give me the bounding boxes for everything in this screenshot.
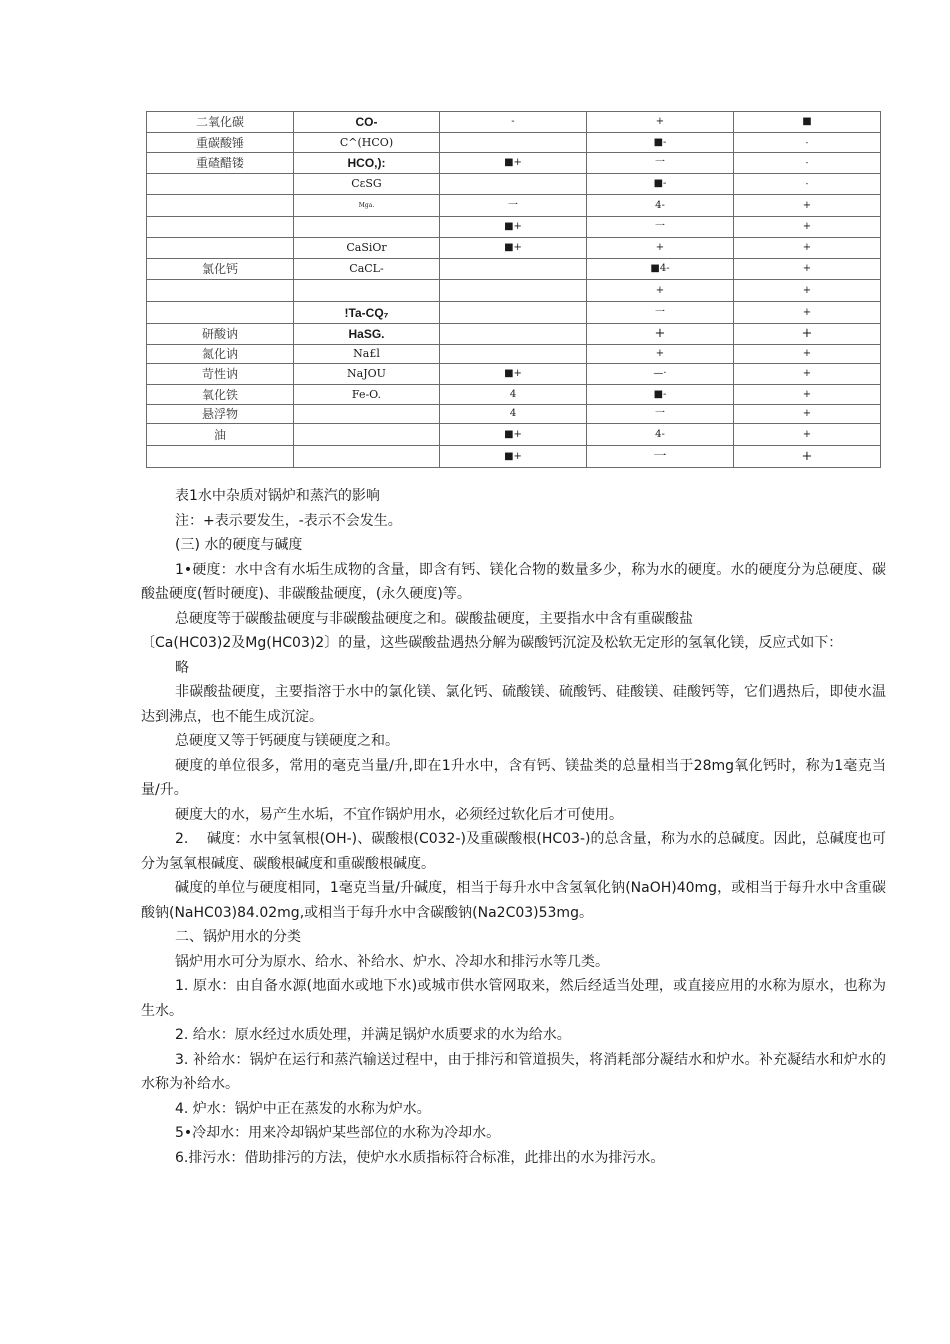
- impurity-name-cell: 苛性讷: [147, 364, 294, 385]
- effect-cell-3: -: [734, 153, 881, 174]
- impurity-name-cell: 二氧化碳: [147, 112, 294, 133]
- formula-cell: Mga.: [294, 195, 440, 217]
- table-row: [147, 153, 881, 174]
- effect-cell-2: +: [587, 238, 734, 259]
- paragraph: 总硬度又等于钙硬度与镁硬度之和。: [175, 733, 399, 749]
- paragraph: 硬度的单位很多，常用的毫克当量/升,即在1升水中，含有钙、镁盐类的总量相当于28mg氧化钙时，称为1毫克当量/升。: [141, 757, 886, 798]
- effect-cell-2: ■4-: [587, 259, 734, 280]
- table-row: [147, 405, 881, 424]
- impurity-name-cell: 氮化讷: [147, 345, 294, 364]
- impurity-table: [146, 111, 881, 468]
- impurity-name-cell: 油: [147, 424, 294, 446]
- paragraph: 表1水中杂质对锅炉和蒸汽的影响: [175, 488, 380, 504]
- paragraph: 5•冷却水：用来冷却锅炉某些部位的水称为冷却水。: [175, 1125, 501, 1141]
- impurity-table-body: [147, 112, 881, 468]
- effect-cell-3: +: [734, 259, 881, 280]
- effect-cell-2: +: [587, 280, 734, 302]
- effect-cell-1: ■+: [440, 424, 587, 446]
- effect-cell-1: ■+: [440, 217, 587, 238]
- impurity-name-cell: [147, 238, 294, 259]
- formula-cell: [294, 424, 440, 446]
- formula-cell: CaCL-: [294, 259, 440, 280]
- paragraph: 略: [175, 659, 189, 676]
- effect-cell-3: +: [734, 280, 881, 302]
- table-row: [147, 217, 881, 238]
- formula-cell: CO-: [294, 112, 440, 133]
- impurity-name-cell: [147, 302, 294, 324]
- effect-cell-1: ■+: [440, 446, 587, 468]
- effect-cell-3: -: [734, 174, 881, 195]
- formula-cell: CaSiOr: [294, 238, 440, 259]
- formula-cell: C^(HCO): [294, 133, 440, 153]
- formula-cell: !Ta-CQ₇: [294, 302, 440, 324]
- impurity-name-cell: 重碳酸锤: [147, 133, 294, 153]
- paragraph: 非碳酸盐硬度，主要指溶于水中的氯化镁、氯化钙、硫酸镁、硫酸钙、硅酸镁、硅酸钙等，它们遇热后，即使水温达到沸点，也不能生成沉淀。: [141, 684, 886, 725]
- effect-cell-3: -: [734, 133, 881, 153]
- paragraph: 总硬度等于碳酸盐硬度与非碳酸盐硬度之和。碳酸盐硬度，主要指水中含有重碳酸盐: [175, 610, 693, 627]
- effect-cell-3: +: [734, 364, 881, 385]
- effect-cell-3: +: [734, 238, 881, 259]
- formula-cell: HCO,):: [294, 153, 440, 174]
- formula-cell: CεSG: [294, 174, 440, 195]
- effect-cell-1: [440, 259, 587, 280]
- effect-cell-2: —·: [587, 364, 734, 385]
- effect-cell-3: +: [734, 195, 881, 217]
- impurity-name-cell: 氧化铁: [147, 385, 294, 405]
- effect-cell-1: ■+: [440, 238, 587, 259]
- formula-cell: Fe-O.: [294, 385, 440, 405]
- impurity-name-cell: [147, 446, 294, 468]
- effect-cell-3: +: [734, 446, 881, 468]
- impurity-name-cell: 悬浮物: [147, 405, 294, 424]
- formula-cell: [294, 446, 440, 468]
- effect-cell-2: 一: [587, 302, 734, 324]
- table-row: [147, 259, 881, 280]
- formula-cell: NaJOU: [294, 364, 440, 385]
- table-row: [147, 324, 881, 345]
- effect-cell-3: +: [734, 424, 881, 446]
- impurity-name-cell: 氯化钙: [147, 259, 294, 280]
- formula-cell: [294, 217, 440, 238]
- body-text: [141, 484, 886, 1170]
- effect-cell-1: -: [440, 112, 587, 133]
- paragraph: 3. 补给水：锅炉在运行和蒸汽输送过程中，由于排污和管道损失，将消耗部分凝结水和炉水。补充凝结水和炉水的水称为补给水。: [141, 1051, 886, 1092]
- effect-cell-1: [440, 302, 587, 324]
- paragraph: 4. 炉水：锅炉中正在蒸发的水称为炉水。: [175, 1100, 431, 1117]
- impurity-name-cell: 重碴醋镂: [147, 153, 294, 174]
- effect-cell-2: +: [587, 345, 734, 364]
- table-row: [147, 424, 881, 446]
- effect-cell-3: +: [734, 324, 881, 345]
- effect-cell-2: 一: [587, 446, 734, 468]
- table-row: [147, 112, 881, 133]
- paragraph: 碱度的单位与硬度相同，1毫克当量/升碱度，相当于每升水中含氢氧化钠(NaOH)40mg，或相当于每升水中含重碳酸钠(NaHC03)84.02mg,或相当于每升水中含碳酸钠(Na2C03)53mg。: [141, 880, 886, 921]
- paragraph: 1. 原水：由自备水源(地面水或地下水)或城市供水管网取来，然后经适当处理，或直接应用的水称为原水，也称为生水。: [141, 978, 886, 1019]
- effect-cell-2: 一: [587, 153, 734, 174]
- effect-cell-3: +: [734, 302, 881, 324]
- table-row: [147, 302, 881, 324]
- effect-cell-1: 4: [440, 405, 587, 424]
- table-row: [147, 345, 881, 364]
- effect-cell-3: +: [734, 385, 881, 405]
- effect-cell-3: ■: [734, 112, 881, 133]
- formula-cell: [294, 280, 440, 302]
- effect-cell-1: [440, 324, 587, 345]
- effect-cell-2: ■-: [587, 133, 734, 153]
- effect-cell-2: +: [587, 112, 734, 133]
- effect-cell-1: 一: [440, 195, 587, 217]
- table-row: [147, 195, 881, 217]
- table-row: [147, 238, 881, 259]
- effect-cell-2: +: [587, 324, 734, 345]
- effect-cell-2: 4-: [587, 424, 734, 446]
- formula-cell: [294, 405, 440, 424]
- effect-cell-2: 一: [587, 405, 734, 424]
- formula-cell: HaSG.: [294, 324, 440, 345]
- paragraph: 1•硬度：水中含有水垢生成物的含量，即含有钙、镁化合物的数量多少，称为水的硬度。水的硬度分为总硬度、碳酸盐硬度(暂时硬度)、非碳酸盐硬度，(永久硬度)等。: [141, 561, 886, 602]
- effect-cell-1: ■+: [440, 153, 587, 174]
- impurity-name-cell: [147, 280, 294, 302]
- table-row: [147, 385, 881, 405]
- formula-cell: Na£l: [294, 345, 440, 364]
- table-row: [147, 133, 881, 153]
- paragraph: 注：+表示要发生，-表示不会发生。: [175, 512, 402, 529]
- effect-cell-1: [440, 280, 587, 302]
- impurity-name-cell: [147, 195, 294, 217]
- table-row: [147, 364, 881, 385]
- effect-cell-1: [440, 174, 587, 195]
- paragraph: 2. 碱度：水中氢氧根(OH-)、碳酸根(C032-)及重碳酸根(HC03-)的总含量，称为水的总碱度。因此，总碱度也可分为氢氧根碱度、碳酸根碱度和重碳酸根碱度。: [141, 831, 886, 872]
- effect-cell-3: +: [734, 345, 881, 364]
- effect-cell-2: ■-: [587, 385, 734, 405]
- effect-cell-2: 一: [587, 217, 734, 238]
- paragraph: 〔Ca(HC03)2及Mg(HC03)2〕的量，这些碳酸盐遇热分解为碳酸钙沉淀及松软无定形的氢氧化镁，反应式如下：: [141, 635, 843, 651]
- table-row: [147, 446, 881, 468]
- effect-cell-1: 4: [440, 385, 587, 405]
- impurity-name-cell: [147, 217, 294, 238]
- effect-cell-3: +: [734, 217, 881, 238]
- effect-cell-3: +: [734, 405, 881, 424]
- paragraph: 硬度大的水，易产生水垢，不宜作锅炉用水，必须经过软化后才可使用。: [175, 806, 623, 823]
- paragraph: 锅炉用水可分为原水、给水、补给水、炉水、冷却水和排污水等几类。: [175, 953, 609, 970]
- table-row: [147, 174, 881, 195]
- effect-cell-1: ■+: [440, 364, 587, 385]
- paragraph: (三) 水的硬度与碱度: [175, 537, 303, 553]
- effect-cell-1: [440, 345, 587, 364]
- effect-cell-1: [440, 133, 587, 153]
- paragraph: 6.排污水：借助排污的方法，使炉水水质指标符合标准，此排出的水为排污水。: [175, 1149, 665, 1166]
- table-row: [147, 280, 881, 302]
- effect-cell-2: 4-: [587, 195, 734, 217]
- effect-cell-2: ■-: [587, 174, 734, 195]
- impurity-name-cell: 研酸讷: [147, 324, 294, 345]
- paragraph: 2. 给水：原水经过水质处理，并满足锅炉水质要求的水为给水。: [175, 1027, 571, 1043]
- paragraph: 二、锅炉用水的分类: [175, 929, 301, 945]
- impurity-name-cell: [147, 174, 294, 195]
